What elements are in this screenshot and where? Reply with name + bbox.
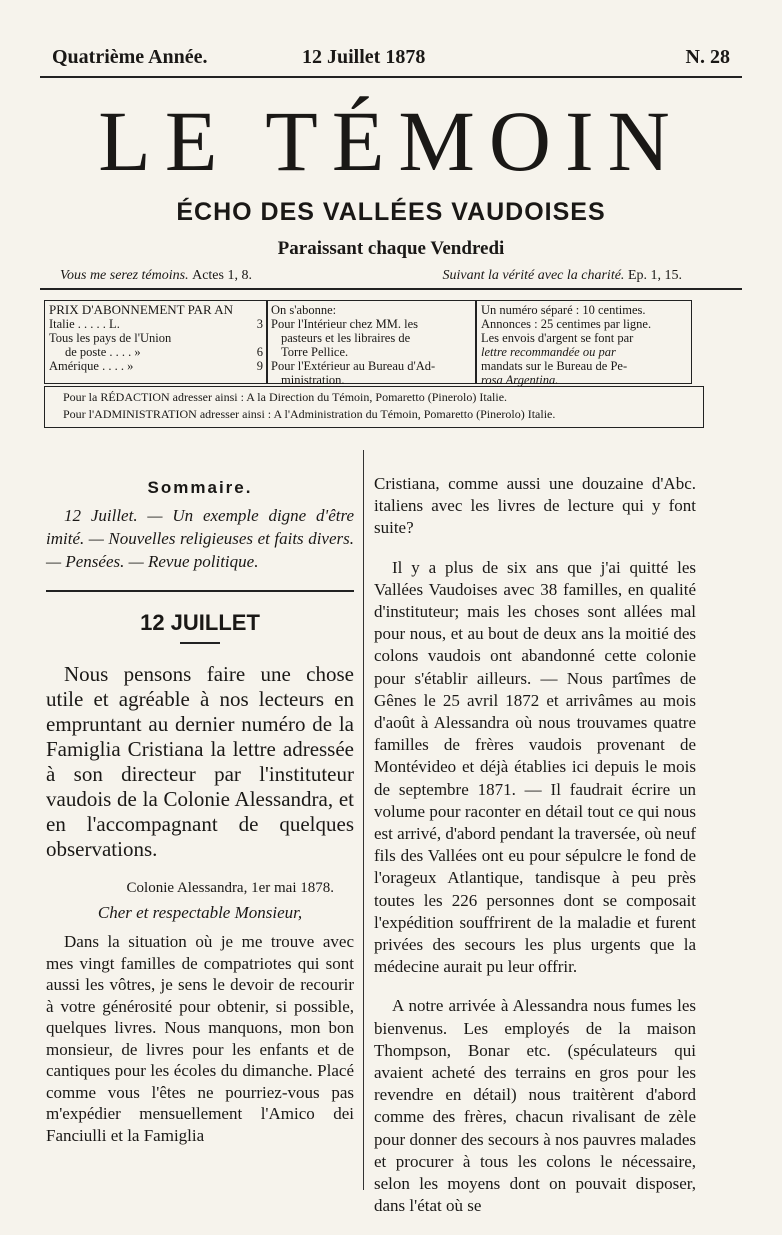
redaction-address: Pour la RÉDACTION adresser ainsi : A la Direction du Témoin, Pomaretto (Pinerolo) Italie. bbox=[63, 390, 508, 404]
left-column bbox=[46, 478, 354, 1163]
motto-left: Vous me serez témoins. Actes 1, 8. bbox=[60, 268, 252, 283]
prices-line: Un numéro séparé : 10 centimes. bbox=[481, 303, 646, 317]
summary-text: 12 Juillet. — Un exemple digne d'être imité. — Nouvelles religieuses et faits divers. — Pensées. — Revue politique. bbox=[46, 506, 354, 571]
prices-line: rosa Argentina. bbox=[481, 373, 559, 387]
subscribe-line: ministration. bbox=[281, 373, 345, 387]
newspaper-subtitle: ÉCHO DES VALLÉES VAUDOISES bbox=[176, 198, 606, 226]
issue-date: 12 Juillet 1878 bbox=[302, 46, 426, 68]
subscription-row: Amérique . . . . » 9 bbox=[49, 359, 263, 373]
subscription-header: PRIX D'ABONNEMENT PAR AN bbox=[49, 302, 234, 317]
letter-salutation: Cher et respectable Monsieur, bbox=[97, 903, 303, 922]
newspaper-title: LE TÉMOIN bbox=[98, 93, 684, 189]
letter-paragraph: Cristiana, comme aussi une douzaine d'Abc. italiens avec les livres de lecture qui y font suite? bbox=[374, 474, 696, 538]
subscription-row: Tous les pays de l'Union bbox=[49, 331, 172, 345]
letter-paragraph: Dans la situation où je me trouve avec mes vingt familles de compatriotes qui sont aussi les vôtres, je sens le devoir de recourir à votre générosité pour obtenir, si possible, quelques livres. Nous manquons, mon bon monsieur, de livres pour les enfants et de cantiques pour les écoles du dimanche. Placé comme vous l'êtes ne pourriez-vous pas m'expédier mensuellement l'Amico dei Fanciulli et la Famiglia bbox=[46, 932, 354, 1145]
address-box bbox=[44, 386, 704, 428]
subscribe-line: Pour l'Intérieur chez MM. les bbox=[271, 317, 419, 331]
summary-heading: Sommaire. bbox=[147, 478, 253, 497]
subscription-box bbox=[44, 300, 268, 384]
administration-address: Pour l'ADMINISTRATION adresser ainsi : A l'Administration du Témoin, Pomaretto (Pinerolo) Italie. bbox=[63, 407, 556, 421]
prices-line: lettre recommandée ou par bbox=[481, 345, 616, 359]
column-divider bbox=[363, 450, 364, 1190]
subscribe-line: pasteurs et les libraires de bbox=[281, 331, 411, 345]
subscribe-line: On s'abonne: bbox=[271, 303, 337, 317]
masthead-rule bbox=[40, 288, 742, 290]
masthead-topline bbox=[52, 42, 730, 76]
subscribe-box bbox=[266, 300, 476, 387]
summary-rule bbox=[46, 590, 354, 592]
motto-right: Suivant la vérité avec la charité. Ep. 1, 15. bbox=[442, 268, 682, 283]
issue-number: N. 28 bbox=[685, 46, 730, 68]
subscription-row: de poste . . . . » 6 bbox=[65, 345, 263, 359]
prices-line: mandats sur le Bureau de Pe- bbox=[481, 359, 628, 373]
article-heading: 12 JUILLET bbox=[140, 610, 260, 635]
letter-paragraph: A notre arrivée à Alessandra nous fumes les bienvenus. Les employés de la maison Thompson, Bonar etc. (spéculateurs qui avaient acheté des terrains en gros pour les revendre en détail) nous traitèrent d'abord comme des frères, chacun rivalisant de zèle pour donner des secours à nos pauvres malades et procurer à tous les colons le nécessaire, selon les moyens dont on pouvait disposer, dans l'état où se bbox=[374, 996, 696, 1216]
heading-dash bbox=[180, 642, 220, 644]
right-column bbox=[374, 456, 696, 1235]
letter-dateline: Colonie Alessandra, 1er mai 1878. bbox=[126, 880, 334, 896]
top-rule bbox=[40, 76, 742, 78]
subscribe-line: Pour l'Extérieur au Bureau d'Ad- bbox=[271, 359, 436, 373]
prices-line: Annonces : 25 centimes par ligne. bbox=[481, 317, 652, 331]
prices-line: Les envois d'argent se font par bbox=[481, 331, 634, 345]
prices-box bbox=[476, 300, 692, 387]
year-label: Quatrième Année. bbox=[52, 46, 208, 68]
periodicity: Paraissant chaque Vendredi bbox=[277, 238, 505, 259]
subscribe-line: Torre Pellice. bbox=[281, 345, 349, 359]
letter-paragraph: Il y a plus de six ans que j'ai quitté les Vallées Vaudoises avec 38 familles, en qualité d'instituteur; mais les choses sont allées mal pour nous, et au bout de deux ans la moitié des colons vaudois ont abandonné cette colonie pour s'établir ailleurs. — Nous partîmes de Gênes le 25 avril 1872 et arrivâmes au mois d'août à Alessandra où nous trouvames quatre familles de frères vaudois provenant de Montévideo et déjà établies ici depuis le mois de septembre 1871. — Il faudrait écrire un volume pour raconter en détail tout ce qui nous est arrivé, d'abord pendant la traversée, où neuf fils des Vallées ont eu pour sépulcre le fond de l'orageux Atlantique, tandisque à peu près toutes les 226 personnes dont se composait l'expédition souffrirent de la maladie et furent privées des secours les plus urgents que la médecine aurait pu leur offrir. bbox=[374, 557, 696, 977]
subscription-row: Italie . . . . . L. 3 bbox=[49, 317, 263, 331]
article-intro: Nous pensons faire une chose utile et agréable à nos lecteurs en empruntant au dernier numéro de la Famiglia Cristiana la lettre adressée à son directeur par l'instituteur vaudois de la Colonie Alessandra, et en l'accompagnant de quelques observations. bbox=[46, 662, 354, 861]
